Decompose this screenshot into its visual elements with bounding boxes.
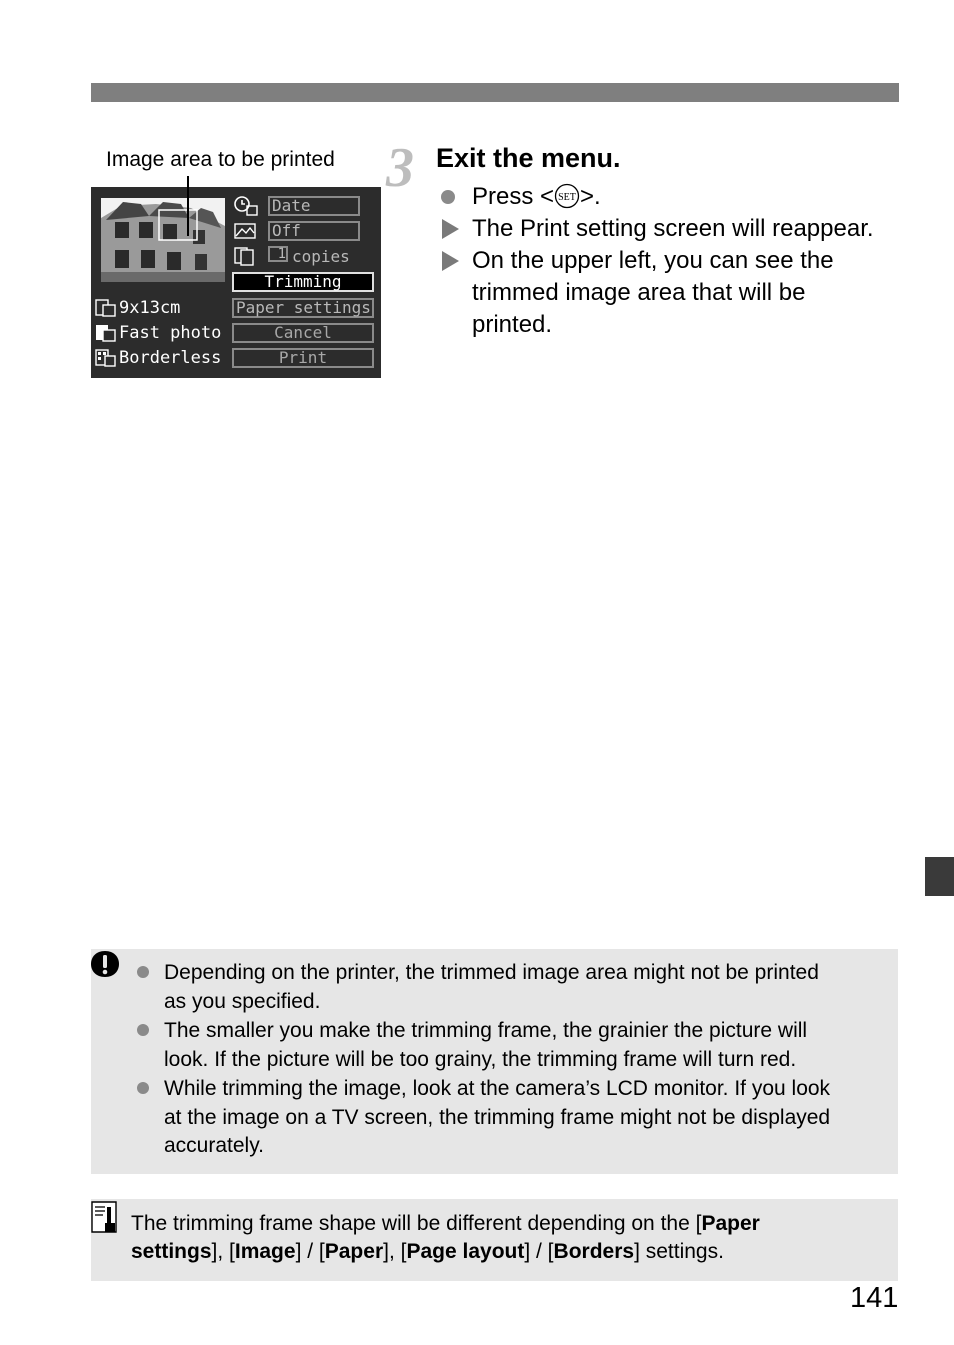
paper-type-icon	[95, 324, 117, 342]
effect-icon	[233, 221, 259, 241]
result-text-2-line-3: printed.	[472, 311, 553, 338]
paper-type-value: Fast photo	[119, 323, 222, 343]
note-text: ] / [	[524, 1240, 554, 1263]
lcd-screen	[91, 187, 381, 378]
note-bold: Paper	[324, 1240, 384, 1263]
copies-label: copies	[292, 247, 350, 266]
note-bold: Paper	[701, 1212, 760, 1235]
result-text-1: The Print setting screen will reappear.	[472, 215, 874, 242]
caution-line: Depending on the printer, the trimmed image area might not be printed	[164, 961, 819, 984]
page-layout-icon	[95, 349, 117, 367]
note-text: ], [	[383, 1240, 407, 1263]
caution-bullet-icon	[137, 1082, 149, 1094]
step-title: Exit the menu.	[436, 143, 621, 173]
page-layout-value: Borderless	[119, 348, 222, 368]
caution-line: as you specified.	[164, 990, 321, 1013]
note-text: ] settings.	[634, 1240, 724, 1263]
page-layout-row	[95, 348, 221, 368]
press-text-end: >.	[580, 183, 601, 210]
caution-line: look. If the picture will be too grainy, the trimming frame will turn red.	[164, 1048, 797, 1071]
step-instruction	[472, 181, 601, 213]
trimmed-photo-preview	[101, 198, 225, 282]
trimming-button[interactable]: Trimming	[232, 272, 374, 292]
caution-icon	[90, 949, 120, 979]
bullet-icon	[441, 190, 455, 204]
copies-icon	[233, 246, 259, 266]
cancel-button[interactable]: Cancel	[232, 323, 374, 343]
paper-size-value: 9x13cm	[119, 298, 181, 318]
date-icon	[233, 196, 259, 216]
copies-option[interactable]	[268, 248, 350, 266]
note-text: The trimming frame shape will be different depending on the [	[131, 1212, 702, 1235]
note-text: ], [	[211, 1240, 235, 1263]
note-bold: settings	[131, 1240, 212, 1263]
result-text-2-line-2: trimmed image area that will be	[472, 279, 806, 306]
date-option[interactable]: Date	[268, 196, 360, 216]
paper-settings-button[interactable]: Paper settings	[232, 298, 374, 318]
page-number: 141	[850, 1282, 899, 1314]
paper-size-icon	[95, 299, 117, 317]
caution-line: The smaller you make the trimming frame, the grainier the picture will	[164, 1019, 808, 1042]
caution-line: at the image on a TV screen, the trimming frame might not be displayed	[164, 1106, 831, 1129]
note-text: ] / [	[295, 1240, 325, 1263]
paper-size-row	[95, 298, 180, 318]
note-line-1	[131, 1209, 760, 1238]
copies-count: 1	[268, 246, 288, 262]
effect-option[interactable]: Off	[268, 221, 360, 241]
result-text-2-line-1: On the upper left, you can see the	[472, 247, 834, 274]
caution-line: accurately.	[164, 1134, 264, 1157]
note-bold: Image	[234, 1240, 296, 1263]
note-line-2	[131, 1237, 724, 1266]
caution-bullet-icon	[137, 966, 149, 978]
header-bar	[91, 83, 899, 102]
step-number: 3	[386, 137, 414, 199]
caution-line: While trimming the image, look at the camera’s LCD monitor. If you look	[164, 1077, 831, 1100]
result-arrow-icon	[442, 219, 459, 239]
print-button[interactable]: Print	[232, 348, 374, 368]
svg-text:SET: SET	[558, 191, 576, 203]
note-bold: Borders	[553, 1240, 635, 1263]
note-bold: Page layout	[406, 1240, 525, 1263]
caption-leader-line	[187, 176, 189, 236]
paper-type-row	[95, 323, 221, 343]
set-button-icon	[554, 183, 580, 209]
press-text: Press <	[472, 183, 555, 210]
caution-bullet-icon	[137, 1024, 149, 1036]
figure-caption: Image area to be printed	[106, 148, 335, 171]
note-icon	[91, 1201, 117, 1233]
chapter-tab	[925, 857, 954, 896]
result-arrow-icon	[442, 251, 459, 271]
